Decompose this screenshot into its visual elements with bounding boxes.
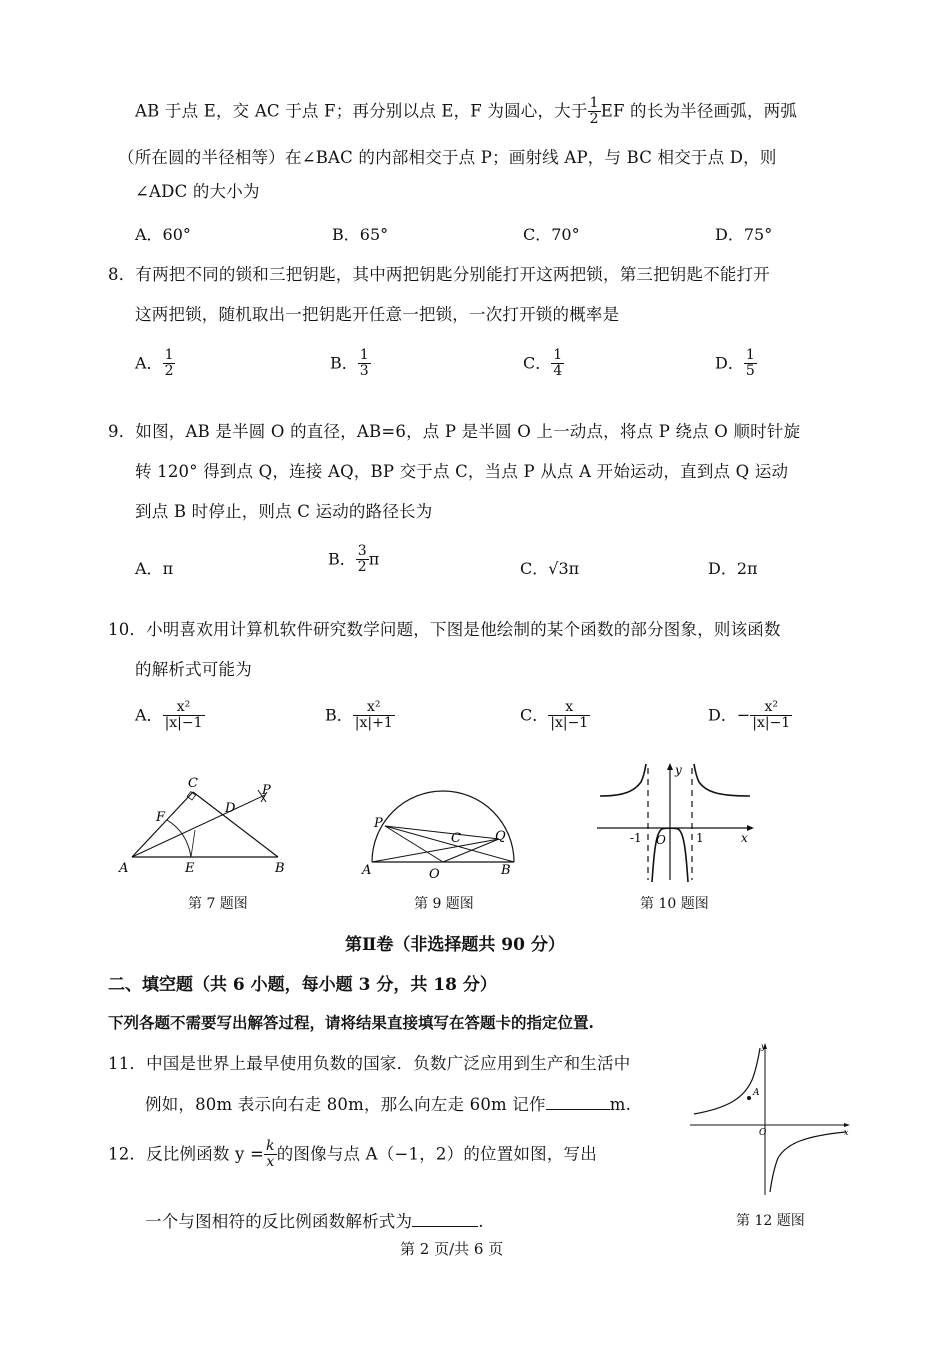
q11-line1: 11．中国是世界上最早使用负数的国家．负数广泛应用到生产和生活中 [108,1054,631,1073]
q10-option-c-frac [548,700,590,732]
fig10-x-arrow-icon [747,825,754,831]
frac-den: 5 [745,363,755,380]
fig7-label-b: B [275,861,285,876]
fig12-x-arrow-icon [844,1123,850,1127]
fig12-caption: 第 12 题图 [736,1213,805,1229]
q9-option-a-value: π [162,559,174,578]
fig10-graph [592,760,762,885]
fig9-caption: 第 9 题图 [414,896,474,912]
q12-line1 [108,1139,597,1171]
frac-num: k [266,1138,275,1154]
q8-option-c[interactable] [523,348,564,380]
fig10-label-minus-one: -1 [630,831,642,845]
q9-option-b[interactable] [328,544,379,576]
fig7-caption: 第 7 题图 [188,896,248,912]
q8-option-b-frac [358,348,371,380]
q8-option-a[interactable] [135,348,175,380]
q10-option-a-frac [163,700,205,732]
q9-option-d[interactable] [708,556,758,579]
fig10-label-y: y [675,763,682,777]
frac-num: 3 [357,543,367,559]
frac-num: x² [163,700,205,716]
q7-line2: （所在圆的半径相等）在∠BAC 的内部相交于点 P；画射线 AP，与 BC 相交于点 D，则 [118,148,777,167]
fig9-diagram [355,770,525,880]
q9-line2: 转 120° 得到点 Q，连接 AQ，BP 交于点 C，当点 P 从点 A 开始运动，直到点 Q 运动 [135,462,789,481]
q9-line1: 9．如图，AB 是半圆 O 的直径，AB=6，点 P 是半圆 O 上一动点，将点 P 绕点 O 顺时针旋 [108,422,801,441]
section2-heading: 二、填空题（共 6 小题，每小题 3 分，共 18 分） [108,975,497,995]
fig7-label-c: C [188,776,198,791]
q10-option-c[interactable] [520,700,590,732]
q9-option-d-value: 2π [736,559,758,578]
frac-den: 4 [553,363,563,380]
frac-den: |x|−1 [752,715,791,732]
q10-option-d-label: D．− [708,705,751,725]
fig10-curve-right [694,764,750,796]
fig7-arc-stub [191,830,195,857]
q12-line1-rest: 的图像与点 A（−1，2）的位置如图，写出 [276,1144,597,1164]
q10-option-a[interactable] [135,700,205,732]
fig9-label-a: A [362,863,372,878]
q8-option-c-frac [551,348,564,380]
fig9-label-c: C [451,831,461,846]
fig12-label-origin: O [759,1128,767,1138]
fig12-point-a [747,1096,751,1100]
fig10-caption: 第 10 题图 [640,896,709,912]
q8-option-a-label: A． [135,353,163,373]
q8-option-d[interactable] [715,348,757,380]
fig9-label-q: Q [495,829,506,844]
frac-den: 2 [164,363,174,380]
q9-line3: 到点 B 时停止，则点 C 运动的路径长为 [135,502,433,521]
frac-den: 3 [359,363,369,380]
fig10-y-arrow-icon [667,763,673,770]
q11-answer-blank[interactable] [546,1095,610,1110]
page-footer: 第 2 页/共 6 页 [400,1240,504,1258]
q8-option-d-label: D． [715,353,744,373]
fig7-diagram [115,770,305,880]
q9-option-b-pi: π [368,549,380,569]
frac-num: 1 [745,347,755,363]
fig7-label-e: E [185,861,195,876]
q7-line1 [135,96,797,128]
q11-line2 [145,1091,631,1115]
q10-option-a-label: A． [135,705,163,725]
q10-line2: 的解析式可能为 [135,660,252,679]
q7-line3: ∠ADC 的大小为 [135,182,260,201]
frac-den: 2 [357,559,367,576]
q12-k-over-x [264,1139,277,1171]
q9-option-d-label: D． [708,559,737,578]
section2-instruction: 下列各题不需要写出解答过程，请将结果直接填写在答题卡的指定位置. [108,1013,594,1032]
fig7-label-p: P [262,783,271,798]
q8-line2: 这两把锁，随机取出一把钥匙开任意一把锁，一次打开锁的概率是 [135,305,620,324]
frac-den: |x|+1 [354,715,393,732]
q12-line2-text: 一个与图相符的反比例函数解析式为 [145,1212,413,1231]
frac-num: 1 [359,347,369,363]
frac-num: x² [750,700,792,716]
fig7-label-f: F [156,810,166,825]
fig7-label-a: A [119,861,129,876]
q8-line1: 8．有两把不同的锁和三把钥匙，其中两把钥匙分别能打开这两把锁，第三把钥匙不能打开 [108,265,770,284]
q9-option-a-label: A． [135,559,163,578]
fig9-label-o: O [429,867,440,880]
q10-option-b[interactable] [325,700,395,732]
q12-line1-text: 12．反比例函数 y = [108,1144,265,1164]
q10-line1: 10．小明喜欢用计算机软件研究数学问题，下图是他绘制的某个函数的部分图象，则该函数 [108,620,781,639]
fig7-ray-ap [132,795,265,857]
q7-half-fraction [588,96,601,128]
q10-option-b-label: B． [325,705,353,725]
q12-answer-blank[interactable] [412,1212,478,1227]
q7-option-c[interactable]: C．70° [523,225,580,244]
q11-line2-text: 例如，80m 表示向右走 80m，那么向左走 60m 记作 [145,1095,546,1114]
q12-line2 [145,1208,484,1232]
q7-frac-den: 2 [589,111,599,128]
q8-option-a-frac [163,348,176,380]
q11-line2-unit: m. [609,1095,632,1114]
frac-num: 1 [553,347,563,363]
fig10-label-origin: O [656,833,666,847]
q10-option-d[interactable] [708,700,792,732]
q7-line1-part2: EF 的长为半径画弧，两弧 [600,101,798,121]
fig10-label-x: x [741,831,748,845]
q9-option-a[interactable] [135,556,173,579]
frac-num: x [548,700,590,716]
fig12-curve-lower-right [770,1132,846,1192]
q9-option-c-label: C． [520,559,549,578]
fig10-label-one: 1 [696,831,704,845]
fig9-segment-aq [372,839,499,862]
q8-option-c-label: C． [523,353,552,373]
q7-option-a[interactable]: A．60° [135,225,191,244]
fig7-label-d: D [225,801,236,816]
q9-option-b-frac [356,544,369,576]
frac-num: x² [353,700,395,716]
fig12-label-a: A [753,1088,760,1098]
q9-option-c[interactable] [520,556,579,579]
fig12-graph [688,1040,853,1200]
fig12-curve-upper-left [694,1048,760,1114]
q8-option-d-frac [744,348,757,380]
frac-den: |x|−1 [164,715,203,732]
frac-den: |x|−1 [550,715,589,732]
q7-option-d[interactable]: D．75° [715,225,773,244]
fig9-label-b: B [501,863,511,878]
q7-line1-part1: AB 于点 E，交 AC 于点 F；再分别以点 E，F 为圆心，大于 [135,101,588,121]
q12-line2-end: . [478,1212,484,1231]
fig9-label-p: P [374,816,383,831]
q10-option-d-frac [750,700,792,732]
fig12-label-y: y [761,1042,766,1051]
q7-frac-num: 1 [589,95,599,111]
section2-title: 第Ⅱ卷（非选择题共 90 分） [345,935,565,955]
q9-option-c-value: √3π [548,559,580,578]
q9-option-b-label: B． [328,549,356,569]
q10-option-b-frac [353,700,395,732]
q8-option-b[interactable] [330,348,371,380]
fig10-curve-left [600,764,646,796]
fig12-label-x: x [844,1128,849,1137]
q8-option-b-label: B． [330,353,358,373]
frac-den: x [266,1154,275,1171]
q7-option-b[interactable]: B．65° [332,225,389,244]
frac-num: 1 [164,347,174,363]
q10-option-c-label: C． [520,705,549,725]
